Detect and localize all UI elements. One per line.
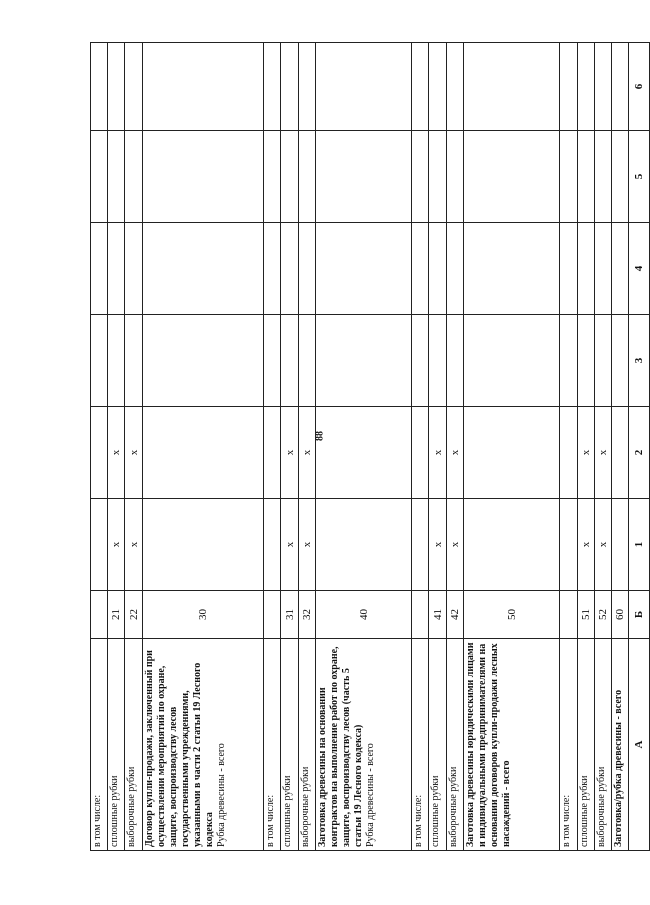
value-cell-2: x (298, 407, 315, 499)
empty-cell (412, 223, 429, 315)
row-label: Договор купли-продажи, заключенный при осуществлении мероприятий по охране, защите, воспроизводству лесов государственными учреждениями, указанными в части 2 статьи 19 Лесного кодекса (143, 650, 215, 847)
empty-cell (281, 315, 298, 407)
header-cell: 2 (629, 407, 650, 499)
empty-cell (594, 315, 611, 407)
row-code-cell: 32 (298, 591, 315, 639)
row-label-cell (594, 639, 611, 851)
empty-cell (446, 315, 463, 407)
value-cell-1: x (108, 499, 125, 591)
empty-cell (142, 223, 264, 315)
row-label-cell (91, 639, 108, 851)
row-label: выборочные рубки (595, 766, 607, 847)
empty-cell (108, 223, 125, 315)
value-cell-2 (412, 407, 429, 499)
row-label: Заготовка древесины юридическими лицами и индивидуальными предпринимателями на основании договоров купли-продажи лесных насаждений - всего (464, 642, 512, 847)
empty-cell (463, 131, 559, 223)
empty-cell (298, 315, 315, 407)
table-row (611, 43, 628, 851)
row-label-cell (446, 639, 463, 851)
row-code-cell: 60 (611, 591, 628, 639)
data-table (90, 42, 650, 851)
empty-cell (298, 223, 315, 315)
table-row (91, 43, 108, 851)
empty-cell (412, 131, 429, 223)
empty-cell (125, 315, 142, 407)
row-code-cell: 31 (281, 591, 298, 639)
empty-cell (463, 223, 559, 315)
table-row (594, 43, 611, 851)
header-cell: 4 (629, 223, 650, 315)
header-cell: 3 (629, 315, 650, 407)
empty-cell (412, 43, 429, 131)
empty-cell (429, 43, 446, 131)
empty-cell (560, 315, 577, 407)
empty-cell (594, 131, 611, 223)
empty-cell (429, 223, 446, 315)
empty-cell (560, 131, 577, 223)
empty-cell (264, 315, 281, 407)
empty-cell (91, 315, 108, 407)
value-cell-2: x (429, 407, 446, 499)
empty-cell (577, 315, 594, 407)
table-row (577, 43, 594, 851)
empty-cell (264, 223, 281, 315)
value-cell-2 (91, 407, 108, 499)
empty-cell (281, 223, 298, 315)
table-row (463, 43, 559, 851)
row-label: выборочные рубки (299, 766, 311, 847)
empty-cell (577, 223, 594, 315)
empty-cell (446, 223, 463, 315)
row-label: в том числе: (265, 794, 277, 847)
value-cell-1 (412, 499, 429, 591)
row-label: Заготовка/рубка древесины - всего (612, 689, 624, 847)
empty-cell (281, 131, 298, 223)
table-row (446, 43, 463, 851)
empty-cell (91, 131, 108, 223)
value-cell-1 (315, 499, 411, 591)
row-code-cell (560, 591, 577, 639)
row-label-cell (142, 639, 264, 851)
value-cell-1: x (298, 499, 315, 591)
row-code-cell: 52 (594, 591, 611, 639)
empty-cell (264, 43, 281, 131)
value-cell-2: x (577, 407, 594, 499)
value-cell-2 (264, 407, 281, 499)
row-code-cell (412, 591, 429, 639)
row-code-cell: 22 (125, 591, 142, 639)
row-code-cell: 40 (315, 591, 411, 639)
row-label-cell (264, 639, 281, 851)
empty-cell (594, 43, 611, 131)
empty-cell (560, 43, 577, 131)
table-row (264, 43, 281, 851)
row-label: выборочные рубки (447, 766, 459, 847)
value-cell-2 (463, 407, 559, 499)
row-label-cell (108, 639, 125, 851)
empty-cell (594, 223, 611, 315)
row-label-cell (611, 639, 628, 851)
row-code-cell (91, 591, 108, 639)
header-cell: 6 (629, 43, 650, 131)
empty-cell (463, 43, 559, 131)
row-label-cell (281, 639, 298, 851)
table-row (412, 43, 429, 851)
empty-cell (281, 43, 298, 131)
empty-cell (611, 315, 628, 407)
empty-cell (91, 43, 108, 131)
row-label-cell (429, 639, 446, 851)
value-cell-2: x (125, 407, 142, 499)
value-cell-2 (315, 407, 411, 499)
value-cell-1: x (446, 499, 463, 591)
empty-cell (412, 315, 429, 407)
row-code-cell (264, 591, 281, 639)
table-row (315, 43, 411, 851)
header-row (629, 43, 650, 851)
row-label: сплошные рубки (282, 775, 294, 847)
value-cell-1 (611, 499, 628, 591)
value-cell-1: x (281, 499, 298, 591)
empty-cell (446, 43, 463, 131)
row-code-cell: 50 (463, 591, 559, 639)
value-cell-1 (91, 499, 108, 591)
row-code-cell: 51 (577, 591, 594, 639)
row-label-cell (315, 639, 411, 851)
empty-cell (463, 315, 559, 407)
table-row (298, 43, 315, 851)
header-cell: А (629, 639, 650, 851)
row-label-cell (560, 639, 577, 851)
empty-cell (298, 131, 315, 223)
empty-cell (108, 131, 125, 223)
empty-cell (315, 315, 411, 407)
empty-cell (315, 223, 411, 315)
row-code-cell: 21 (108, 591, 125, 639)
value-cell-1: x (577, 499, 594, 591)
value-cell-1 (463, 499, 559, 591)
empty-cell (125, 131, 142, 223)
row-label-cell (298, 639, 315, 851)
table-row (560, 43, 577, 851)
empty-cell (315, 43, 411, 131)
row-code-cell: 42 (446, 591, 463, 639)
empty-cell (125, 43, 142, 131)
empty-cell (611, 43, 628, 131)
row-sublabel: Рубка древесины - всего (215, 743, 227, 847)
header-cell: Б (629, 591, 650, 639)
row-label: в том числе: (561, 794, 573, 847)
row-label: в том числе: (92, 794, 103, 847)
empty-cell (264, 131, 281, 223)
table-row (281, 43, 298, 851)
empty-cell (560, 223, 577, 315)
value-cell-2: x (446, 407, 463, 499)
table-row (429, 43, 446, 851)
table-row (142, 43, 264, 851)
empty-cell (142, 131, 264, 223)
value-cell-1 (560, 499, 577, 591)
empty-cell (108, 43, 125, 131)
header-cell: 1 (629, 499, 650, 591)
empty-cell (315, 131, 411, 223)
row-label: выборочные рубки (126, 766, 138, 847)
row-label-cell (412, 639, 429, 851)
value-cell-2 (611, 407, 628, 499)
row-code-cell: 41 (429, 591, 446, 639)
empty-cell (577, 131, 594, 223)
empty-cell (298, 43, 315, 131)
empty-cell (91, 223, 108, 315)
empty-cell (142, 43, 264, 131)
row-code-cell: 30 (142, 591, 264, 639)
row-label: сплошные рубки (578, 775, 590, 847)
empty-cell (429, 315, 446, 407)
value-cell-1: x (594, 499, 611, 591)
table-row (108, 43, 125, 851)
empty-cell (142, 315, 264, 407)
empty-cell (611, 223, 628, 315)
empty-cell (611, 131, 628, 223)
header-cell: 5 (629, 131, 650, 223)
value-cell-2: x (281, 407, 298, 499)
value-cell-1: x (429, 499, 446, 591)
value-cell-2 (142, 407, 264, 499)
value-cell-2: x (108, 407, 125, 499)
table-row (125, 43, 142, 851)
empty-cell (446, 131, 463, 223)
row-label-cell (577, 639, 594, 851)
row-label: Заготовка древесины на основании контрактов на выполнение работ по охране, защите, воспроизводству лесов (часть 5 статьи 19 Лесного кодекса) (316, 646, 364, 847)
value-cell-1 (142, 499, 264, 591)
page-number-text: 88 (314, 431, 326, 441)
empty-cell (429, 131, 446, 223)
row-label: в том числе: (413, 794, 425, 847)
value-cell-2: x (594, 407, 611, 499)
value-cell-1: x (125, 499, 142, 591)
empty-cell (125, 223, 142, 315)
rotated-table-wrapper (90, 43, 650, 851)
row-sublabel: Рубка древесины - всего (364, 743, 376, 847)
value-cell-2 (560, 407, 577, 499)
row-label-cell (125, 639, 142, 851)
empty-cell (577, 43, 594, 131)
row-label-cell (463, 639, 559, 851)
value-cell-1 (264, 499, 281, 591)
empty-cell (108, 315, 125, 407)
row-label: сплошные рубки (109, 775, 121, 847)
row-label: сплошные рубки (430, 775, 442, 847)
